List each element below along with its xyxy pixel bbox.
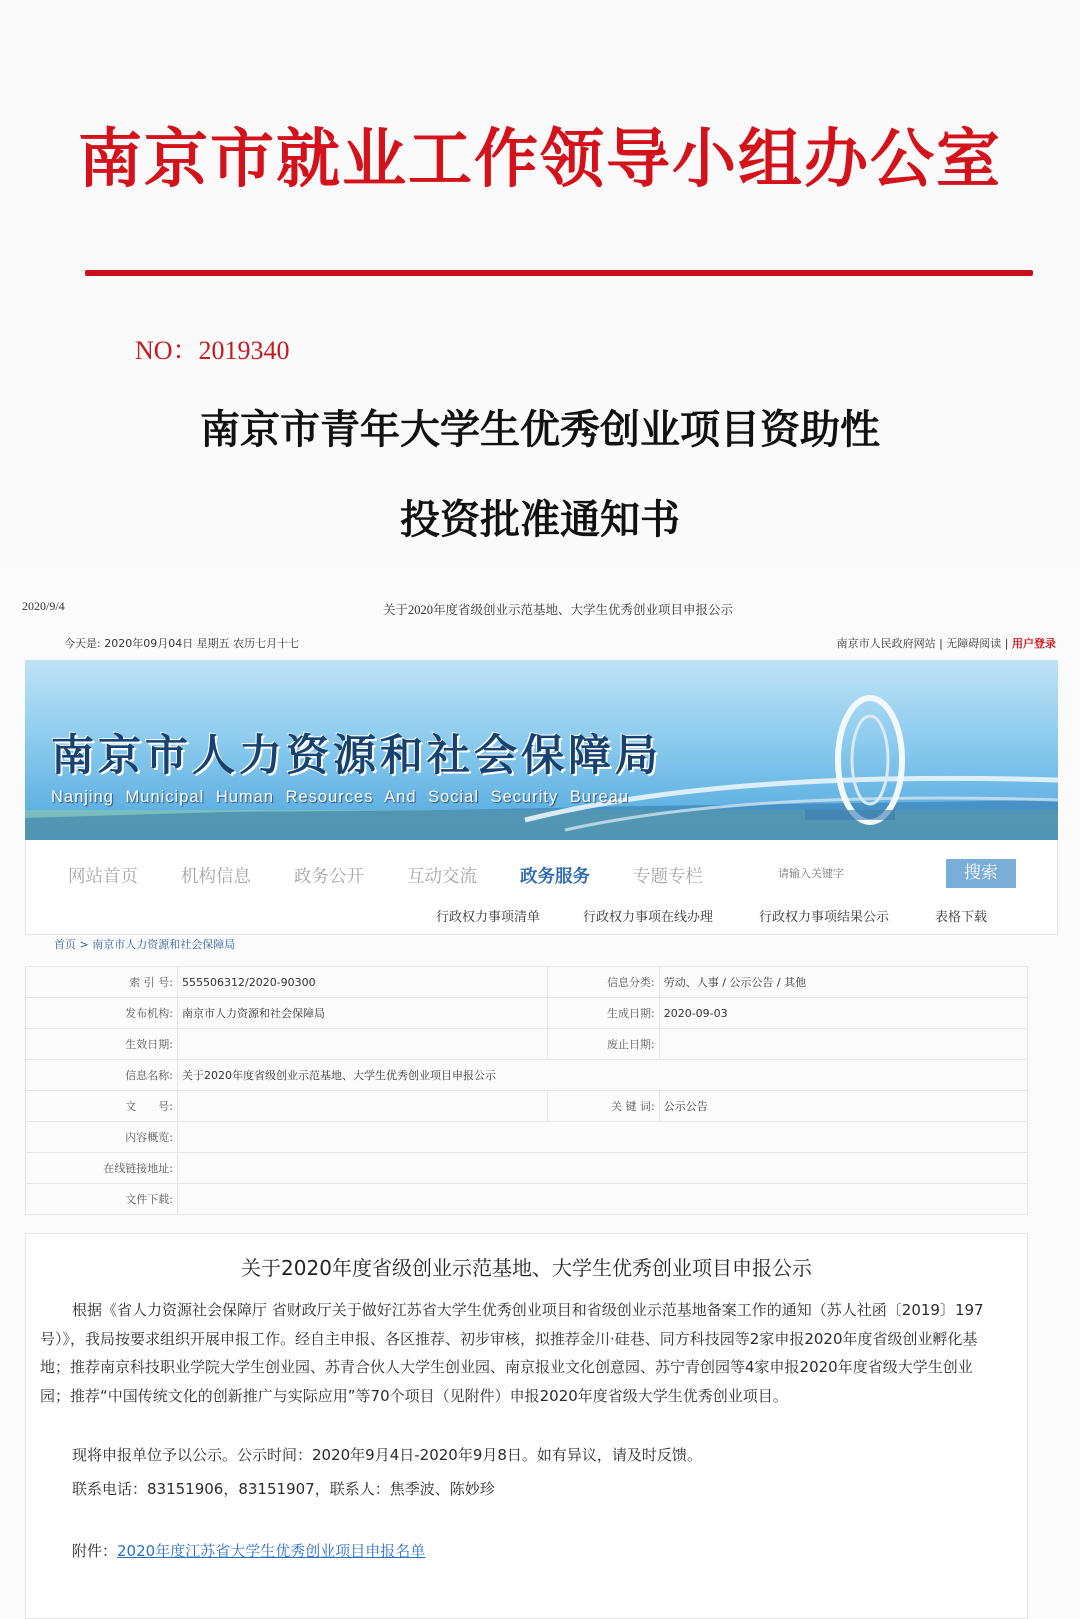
article-contact: 联系电话：83151906，83151907，联系人：焦季波、陈妙珍 — [72, 1480, 495, 1498]
file-download-label: 文件下载: — [26, 1184, 178, 1215]
issuing-office-title: 南京市就业工作领导小组办公室 — [78, 122, 1002, 197]
table-row — [26, 1029, 1028, 1060]
summary-label: 内容概览: — [26, 1122, 178, 1153]
abolished-date-value — [659, 1029, 1027, 1060]
print-page-title: 关于2020年度省级创业示范基地、大学生优秀创业项目申报公示 — [383, 603, 734, 617]
effective-date-label: 生效日期: — [26, 1029, 178, 1060]
category-value: 劳动、人事 / 公示公告 / 其他 — [659, 967, 1027, 998]
summary-value — [178, 1122, 1028, 1153]
attachment-line — [72, 1540, 425, 1561]
main-nav — [68, 863, 746, 888]
website-printout — [25, 622, 1058, 935]
document-number: NO：2019340 — [135, 336, 290, 365]
nav-item-topics[interactable]: 专题专栏 — [633, 867, 703, 887]
attachment-link[interactable]: 2020年度江苏省大学生优秀创业项目申报名单 — [117, 1542, 426, 1560]
publisher-label: 发布机构: — [26, 998, 178, 1029]
info-name-value: 关于2020年度省级创业示范基地、大学生优秀创业项目申报公示 — [178, 1060, 1028, 1091]
category-label: 信息分类: — [547, 967, 659, 998]
article-title: 关于2020年度省级创业示范基地、大学生优秀创业项目申报公示 — [241, 1256, 812, 1280]
breadcrumb[interactable]: 首页 > 南京市人力资源和社会保障局 — [54, 938, 236, 951]
info-table — [25, 966, 1028, 1215]
online-link-value — [178, 1153, 1028, 1184]
top-links — [837, 635, 1056, 651]
effective-date-value — [178, 1029, 548, 1060]
table-row — [26, 998, 1028, 1029]
nav-area — [25, 840, 1058, 935]
top-links-text[interactable]: 南京市人民政府网站 | 无障碍阅读 | — [836, 637, 1012, 650]
search-button[interactable]: 搜索 — [946, 859, 1016, 888]
table-row — [26, 1060, 1028, 1091]
index-label: 索 引 号: — [26, 967, 178, 998]
site-topbar — [25, 622, 1058, 660]
table-row — [26, 1153, 1028, 1184]
doc-number-value — [178, 1091, 548, 1122]
attachment-label: 附件： — [72, 1542, 118, 1560]
table-row — [26, 967, 1028, 998]
table-row — [26, 1184, 1028, 1215]
subnav-power-list[interactable]: 行政权力事项清单 — [436, 910, 541, 925]
table-row — [26, 1091, 1028, 1122]
bureau-english-name: Nanjing Municipal Human Resources And Social Security Bureau — [51, 788, 629, 806]
article-paragraph-1: 根据《省人力资源社会保障厅 省财政厅关于做好江苏省大学生优秀创业项目和省级创业示范基地备案工作的通知（苏人社函〔2019〕197号）》，我局按要求组织开展申报工作。经自主申报、各区推荐、初步审核，拟推荐金川·硅巷、同方科技园等2家申报2020年度省级创业孵化基地；推荐南京科技职业学院大学生创业园、苏青合伙人大学生创业园、南京报业文化创意园、苏宁青创园等4家申报2020年度省级大学生创业园；推荐“中国传统文化的创新推广与实际应用”等70个项目（见附件）申报2020年度省级大学生优秀创业项目。 — [40, 1301, 984, 1405]
table-row — [26, 1122, 1028, 1153]
doc-number-label: 文 号: — [26, 1091, 178, 1122]
subnav-online-handling[interactable]: 行政权力事项在线办理 — [583, 910, 714, 925]
nav-item-gov-affairs[interactable]: 政务公开 — [294, 867, 364, 887]
user-login-link[interactable]: 用户登录 — [1012, 637, 1056, 650]
keyword-label: 关 键 词: — [547, 1091, 659, 1122]
generated-date-label: 生成日期: — [547, 998, 659, 1029]
keyword-value: 公示公告 — [659, 1091, 1027, 1122]
publisher-value: 南京市人力资源和社会保障局 — [178, 998, 548, 1029]
search-input[interactable] — [774, 860, 939, 886]
today-date-text: 今天是: 2020年09月04日 星期五 农历七月十七 — [64, 637, 300, 650]
site-banner — [25, 660, 1058, 840]
nav-item-services[interactable]: 政务服务 — [520, 867, 590, 887]
announcement-article — [25, 1233, 1028, 1619]
article-paragraph-2: 现将申报单位予以公示。公示时间：2020年9月4日-2020年9月8日。如有异议，请及时反馈。 — [72, 1446, 702, 1464]
nav-item-org-info[interactable]: 机构信息 — [181, 867, 251, 887]
info-name-label: 信息名称: — [26, 1060, 178, 1091]
letterhead — [0, 0, 1080, 570]
print-date: 2020/9/4 — [22, 599, 65, 613]
abolished-date-label: 废止日期: — [547, 1029, 659, 1060]
bureau-name: 南京市人力资源和社会保障局 — [51, 731, 662, 781]
nav-item-home[interactable]: 网站首页 — [68, 867, 138, 887]
index-value: 555506312/2020-90300 — [178, 967, 548, 998]
file-download-value — [178, 1184, 1028, 1215]
notice-title-line2: 投资批准通知书 — [400, 496, 680, 543]
subnav-results-publicity[interactable]: 行政权力事项结果公示 — [759, 910, 890, 925]
subnav-form-download[interactable]: 表格下载 — [935, 910, 988, 925]
red-divider — [85, 270, 1033, 276]
notice-title-line1: 南京市青年大学生优秀创业项目资助性 — [200, 406, 880, 453]
online-link-label: 在线链接地址: — [26, 1153, 178, 1184]
generated-date-value: 2020-09-03 — [659, 998, 1027, 1029]
nav-item-interaction[interactable]: 互动交流 — [407, 867, 477, 887]
